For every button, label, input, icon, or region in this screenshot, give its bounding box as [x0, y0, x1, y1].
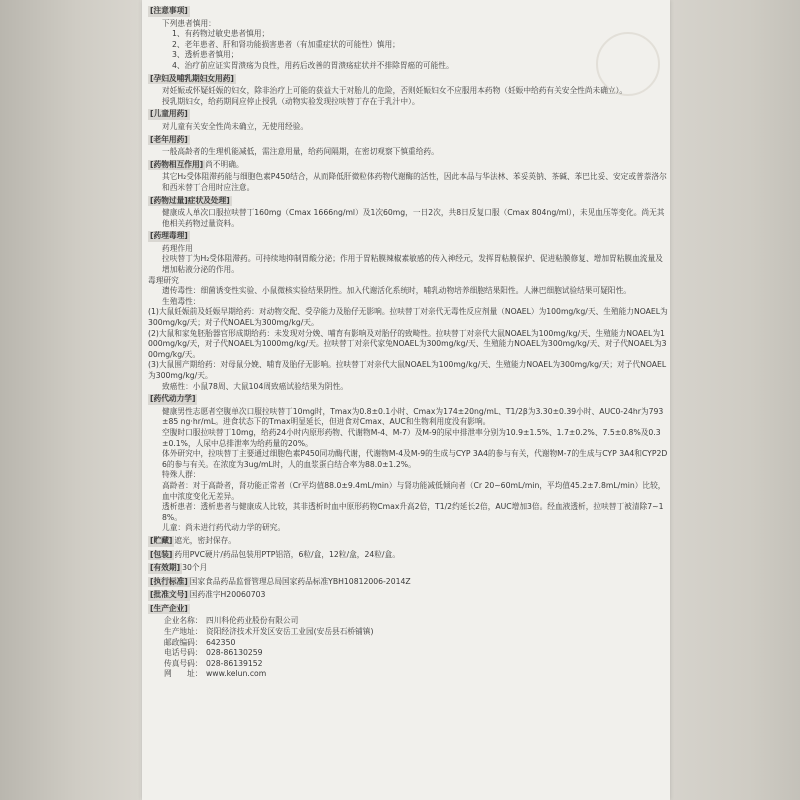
manufacturer-value: www.kelun.com [206, 669, 267, 679]
pharmacokinetics-line: 健康男性志愿者空腹单次口服拉呋替丁10mg时，Tmax为0.8±0.1小时、Cmax为174±20ng/mL、T1/2β为3.30±0.39小时、AUC0-24hr为793±85 ng·hr/mL。进食状态下的Tmax明显延长，但进食对Cmax、AUC和生物利用度没有影响。 [162, 406, 664, 427]
background-right [670, 0, 800, 800]
overdose-heading: [药物过量]症状及处理] [150, 195, 230, 205]
pregnancy-heading: [孕妇及哺乳期妇女用药] [150, 73, 234, 83]
toxicology-line: (1)大鼠妊娠前及妊娠早期给药：对动物交配、受孕能力及胎仔无影响。拉呋替丁对亲代无毒性反应剂量（NOAEL）为100mg/kg/天、生殖能力NOAEL为300mg/kg/天；对子代NOAEL为300mg/kg/天。 [148, 307, 668, 328]
toxicology-line: 拉呋替丁为H₂受体阻滞药。可持续地抑制胃酸分泌；作用于胃粘膜辣椒素敏感的传入神经元，发挥胃粘膜保护、促进粘膜修复、增加胃粘膜血流量及增加粘液分泌的作用。 [162, 254, 663, 275]
cautions-line: 1、有药物过敏史患者慎用； [172, 29, 270, 39]
validity-heading: [有效期] [150, 563, 181, 573]
manufacturer-row [148, 669, 668, 680]
manufacturer-key: 生产地址： [164, 627, 203, 637]
manufacturer-key: 网 址： [164, 669, 203, 679]
manufacturer-key: 邮政编码： [164, 637, 203, 647]
manufacturer-row [148, 627, 668, 638]
validity-text: 30个月 [182, 563, 208, 573]
manufacturer-row [148, 616, 668, 627]
toxicology-line: 遗传毒性：细菌诱变性实验、小鼠微核实验结果阴性。加入代谢活化系统时，哺乳动物培养细胞结果阳性。人淋巴细胞试验结果可疑阳性。 [162, 286, 631, 296]
standard-text: 国家食品药品监督管理总局国家药品标准YBH10812006-2014Z [189, 576, 411, 586]
toxicology-subheading: 生殖毒性： [162, 296, 201, 306]
storage-text: 遮光，密封保存。 [174, 535, 236, 545]
storage-heading: [贮藏] [150, 535, 173, 545]
cautions-heading: [注意事项] [150, 6, 188, 15]
standard-heading: [执行标准] [150, 576, 188, 586]
approval-text: 国药准字H20060703 [189, 590, 266, 600]
children-heading: [儿童用药] [150, 109, 188, 119]
overdose-line: 健康成人单次口服拉呋替丁160mg（Cmax 1666ng/ml）及1次60mg，一日2次，共8日反复口服（Cmax 804ng/ml），未见血压等变化。尚无其他相关药物过量资料。 [162, 208, 665, 228]
cautions-line: 4、治疗前应证实胃溃疡为良性，用药后改善的胃溃疡症状并不排除胃癌的可能性。 [172, 60, 454, 70]
interactions-heading: [药物相互作用] [150, 159, 204, 169]
toxicology-subheading: 药理作用 [162, 243, 193, 253]
manufacturer-row [148, 659, 668, 670]
pharmacokinetics-subheading: 特殊人群： [162, 470, 201, 480]
toxicology-heading: [药理毒理] [150, 231, 188, 241]
manufacturer-value: 642350 [206, 637, 236, 647]
pharmacokinetics-line: 儿童：尚未进行药代动力学的研究。 [162, 523, 286, 533]
manufacturer-value: 028-86130259 [206, 648, 263, 658]
pregnancy-line: 对妊娠或怀疑妊娠的妇女，除非治疗上可能的获益大于对胎儿的危险，否则妊娠妇女不应服用本药物（妊娠中给药有关安全性尚未确立）。 [162, 86, 628, 96]
manufacturer-value: 028-86139152 [206, 658, 263, 668]
pharmacokinetics-line: 透析患者：透析患者与健康成人比较，其非透析时血中原形药物Cmax升高2倍，T1/2约延长2倍，AUC增加3倍。经血液透析，拉呋替丁被清除7~18%。 [162, 502, 664, 522]
manufacturer-key: 传真号码： [164, 658, 203, 668]
package-heading: [包装] [150, 549, 173, 559]
cautions-line: 3、透析患者慎用； [172, 50, 239, 60]
pharmacokinetics-heading: [药代动力学] [150, 394, 196, 404]
cautions-line: 2、老年患者、肝和肾功能损害患者（有加重症状的可能性）慎用； [172, 39, 400, 49]
elderly-heading: [老年用药] [150, 134, 188, 144]
manufacturer-info [148, 616, 668, 680]
pharmacokinetics-line: 体外研究中，拉呋替丁主要通过细胞色素P450同功酶代谢，代谢物M-4及M-9的生成与CYP 3A4的参与有关，代谢物M-7的生成与CYP 3A4和CYP2D6的参与有关。在浓度为3ug/mL时，人的血浆蛋白结合率为88.0±1.2%。 [162, 449, 668, 469]
package-text: 药用PVC硬片/药品包装用PTP铝箔，6粒/盒，12粒/盒，24粒/盒。 [174, 549, 400, 559]
manufacturer-row [148, 648, 668, 659]
interactions-line: 其它H₂受体阻滞药能与细胞色素P450结合，从而降低肝微粒体药物代谢酶的活性，因此本品与华法林、苯妥英钠、茶碱、苯巴比妥、安定或普萘洛尔和西米替丁合用时应注意。 [162, 172, 667, 192]
manufacturer-key: 电话号码： [164, 648, 203, 658]
background-left [0, 0, 140, 800]
elderly-line: 一般高龄者的生理机能减低，需注意用量，给药间隔期，在密切观察下慎重给药。 [162, 147, 439, 157]
pregnancy-line: 授乳期妇女，给药期间应停止授乳（动物实验发现拉呋替丁存在于乳汁中）。 [162, 96, 420, 106]
manufacturer-heading: [生产企业] [150, 603, 188, 613]
manufacturer-value: 资阳经济技术开发区安岳工业园(安岳县石桥铺镇) [206, 627, 374, 637]
manufacturer-value: 四川科伦药业股份有限公司 [206, 616, 299, 626]
toxicology-line: (2)大鼠和家兔胚胎器官形成期给药：未发现对分娩、哺育有影响及对胎仔的致畸性。拉呋替丁对亲代大鼠NOAEL为100mg/kg/天、生殖能力NOAEL为1000mg/kg/天，对子代NOAEL为1000mg/kg/天。拉呋替丁对亲代家兔NOAEL为300mg/kg/天、生殖能力NOAEL为300mg/kg/天、对子代NOAEL为300mg/kg/天。 [148, 328, 667, 359]
toxicology-line: (3)大鼠围产期给药：对母鼠分娩、哺育及胎仔无影响。拉呋替丁对亲代大鼠NOAEL为100mg/kg/天、生殖能力NOAEL为300mg/kg/天；对子代NOAEL为300mg/kg/天。 [148, 360, 667, 380]
interactions-heading-tail: 尚不明确。 [205, 159, 244, 169]
toxicology-subheading: 毒理研究 [148, 275, 179, 285]
approval-heading: [批准文号] [150, 590, 188, 600]
package-insert-sheet [142, 0, 670, 800]
cautions-line: 下列患者慎用： [162, 18, 216, 28]
pharmacokinetics-line: 高龄者：对于高龄者，肾功能正常者（Cr平均值88.0±9.4mL/min）与肾功能减低倾向者（Cr 20~60mL/min，平均值45.2±7.8mL/min）比较，血中浓度变化无差异。 [162, 480, 666, 501]
toxicology-line: 致癌性：小鼠78周、大鼠104周致癌试验结果为阴性。 [162, 381, 348, 391]
children-line: 对儿童有关安全性尚未确立，无使用经验。 [162, 121, 309, 131]
pharmacokinetics-line: 空腹时口服拉呋替丁10mg，给药24小时内原形药物、代谢物M-4、M-7）及M-9的尿中排泄率分别为10.9±1.5%、1.7±0.2%、7.5±0.8%及0.3±0.1%，人尿中总排泄率为给药量的20%。 [162, 427, 661, 448]
manufacturer-row [148, 638, 668, 649]
manufacturer-key: 企业名称： [164, 616, 203, 626]
